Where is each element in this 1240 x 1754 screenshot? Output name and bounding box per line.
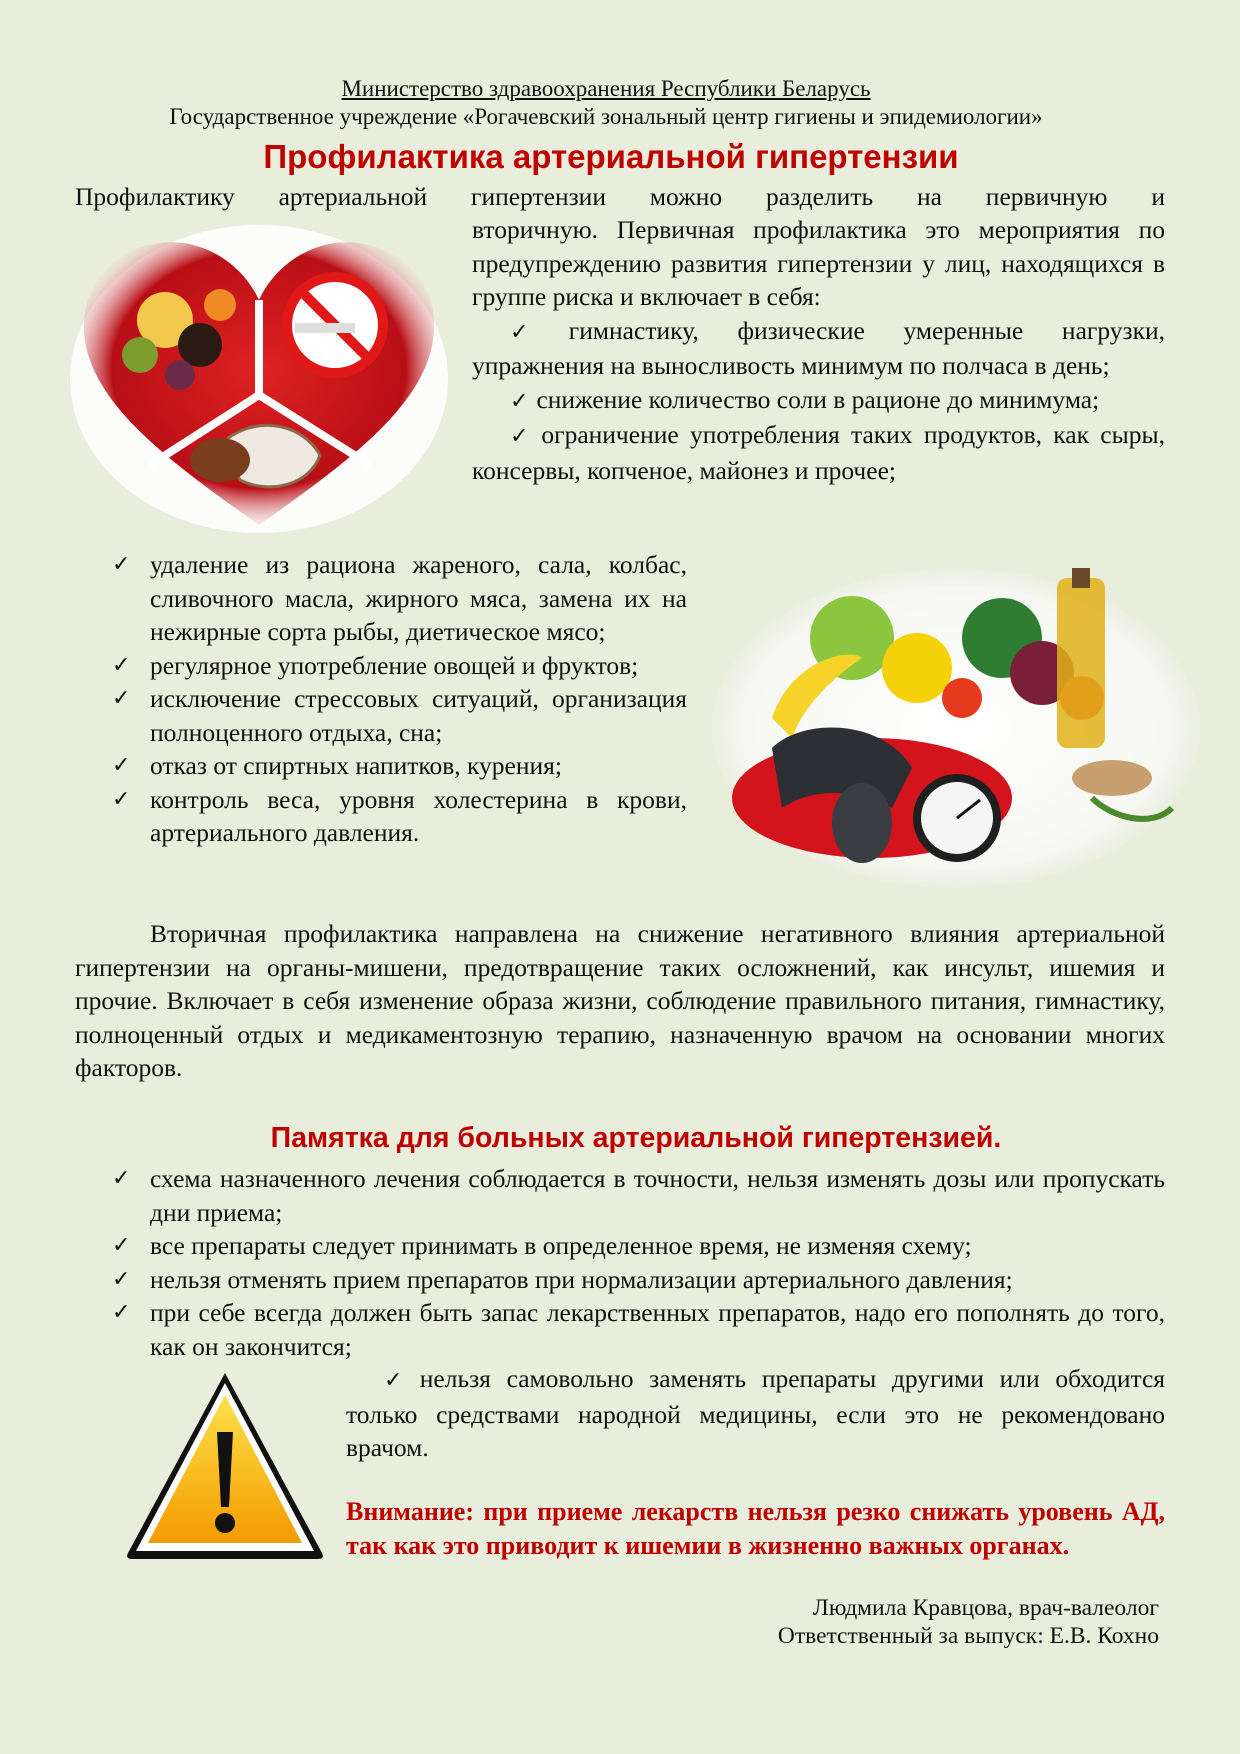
list-item: ✓ контроль веса, уровня холестерина в крови, артериального давления.	[112, 783, 687, 850]
food-and-tonometer-icon	[712, 568, 1200, 888]
memo-list	[112, 1162, 1165, 1363]
list-item: ✓ при себе всегда должен быть запас лекарственных препаратов, надо его пополнять до того, как он закончится;	[112, 1296, 1165, 1363]
warning-text: Внимание: при приеме лекарств нельзя резко снижать уровень АД, так как это приводит к ишемии в жизненно важных органах.	[346, 1497, 1165, 1560]
heart-healthy-lifestyle-icon	[70, 225, 448, 533]
intro-first-line: Профилактику артериальной гипертензии можно разделить на первичную и	[75, 182, 1165, 211]
intro-item-text: снижение количество соли в рационе до минимума;	[536, 384, 1100, 414]
memo-last-item	[346, 1362, 1165, 1465]
memo-last-item-text: нельзя самовольно заменять препараты другими или обходится только средствами народной медицины, если это не рекомендовано врачом.	[346, 1364, 1166, 1462]
list-item: ✓ нельзя отменять прием препаратов при нормализации артериального давления;	[112, 1263, 1165, 1297]
list-item: ✓ удаление из рациона жареного, сала, колбас, сливочного масла, жирного мяса, замена их на нежирные сорта рыбы, диетическое мясо;	[112, 548, 687, 649]
intro-continuation: вторичную. Первичная профилактика это мероприятия по предупреждению развития гипертензии у лиц, находящихся в группе риска и включает в себя:	[472, 215, 1165, 311]
intro-item	[472, 418, 1165, 487]
intro-text	[472, 213, 1165, 487]
warning-triangle-icon	[122, 1367, 328, 1564]
primary-prevention-list	[112, 548, 687, 850]
responsible-person: Ответственный за выпуск: Е.В. Кохно	[777, 1623, 1159, 1649]
author-name: Людмила Кравцова, врач-валеолог	[812, 1595, 1159, 1621]
intro-item-text: ограничение употребления таких продуктов, как сыры, консервы, копченое, майонез и прочее;	[472, 420, 1166, 485]
check-icon	[510, 316, 569, 345]
list-item: ✓ исключение стрессовых ситуаций, организация полноценного отдыха, сна;	[112, 682, 687, 749]
page-title: Профилактика артериальной гипертензии	[263, 138, 959, 175]
check-icon	[384, 1364, 420, 1393]
check-icon	[510, 385, 536, 414]
check-icon	[510, 420, 541, 449]
intro-item	[472, 383, 1165, 419]
intro-item	[472, 314, 1165, 383]
intro-item-text: гимнастику, физические умеренные нагрузки, упражнения на выносливость минимум по полчаса в день;	[472, 315, 1165, 380]
ministry-name: Министерство здравоохранения Республики Беларусь	[341, 76, 871, 101]
secondary-prevention-text: Вторичная профилактика направлена на снижение негативного влияния артериальной гипертензии на органы-мишени, предотвращение таких осложнений, как инсульт, ишемия и прочие. Включает в себя изменение образа жизни, соблюдение правильного питания, гимнастику, полноценный отдых и медикаментозную терапию, назначенную врачом на основании многих факторов.	[75, 919, 1165, 1082]
list-item: ✓ все препараты следует принимать в определенное время, не изменяя схему;	[112, 1229, 1165, 1263]
list-item: ✓ схема назначенного лечения соблюдается в точности, нельзя изменять дозы или пропускать дни приема;	[112, 1162, 1165, 1229]
memo-title: Памятка для больных артериальной гипертензией.	[270, 1122, 1002, 1154]
list-item: ✓ отказ от спиртных напитков, курения;	[112, 749, 687, 783]
list-item: ✓ регулярное употребление овощей и фруктов;	[112, 649, 687, 683]
author-block	[778, 1594, 1159, 1650]
institution-name: Государственное учреждение «Рогачевский зональный центр гигиены и эпидемиологии»	[169, 104, 1043, 129]
